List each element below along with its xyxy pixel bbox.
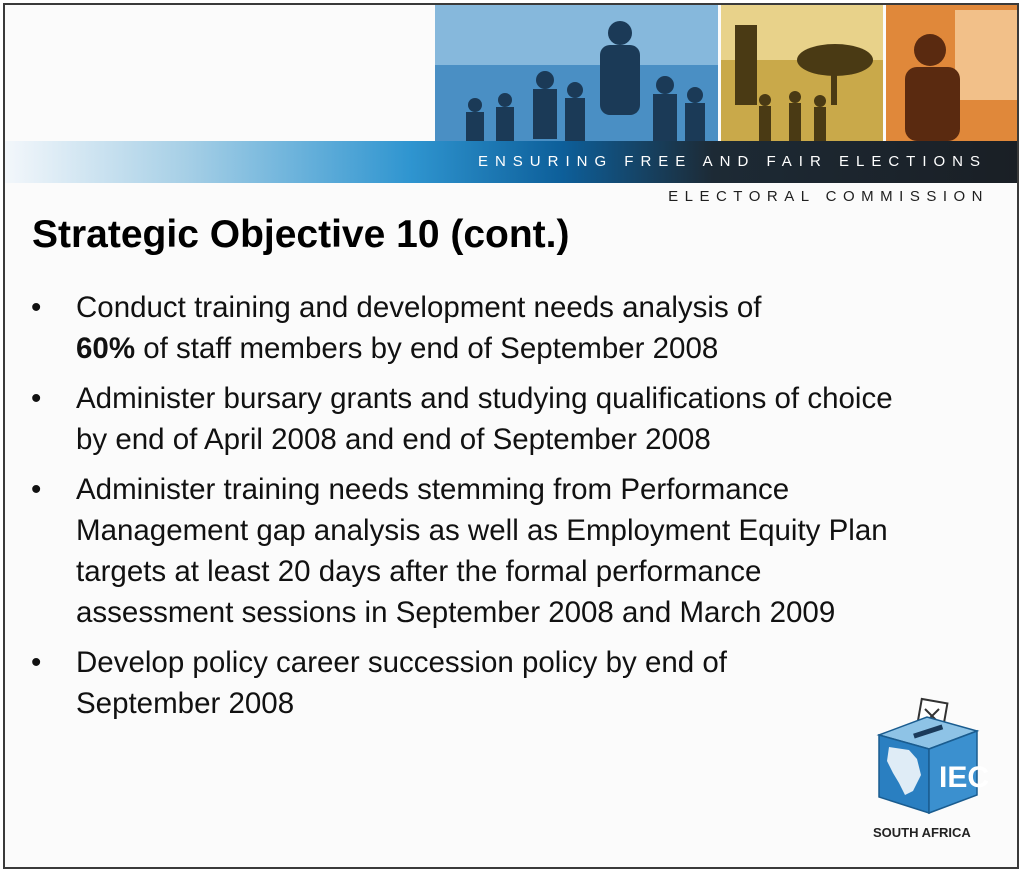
bullet-item — [31, 469, 931, 633]
bullet-item — [31, 642, 931, 724]
bullet-item — [31, 378, 931, 460]
bullet-glyph: • — [31, 646, 42, 679]
slide-title: Strategic Objective 10 (cont.) — [32, 213, 570, 256]
bullet-emphasis: 60% — [76, 332, 136, 365]
bullet-glyph: • — [31, 382, 42, 415]
logo-caption: SOUTH AFRICA — [873, 825, 971, 840]
bullet-glyph: • — [31, 473, 42, 506]
organization-subtitle: ELECTORAL COMMISSION — [668, 188, 989, 205]
bullet-list — [31, 287, 931, 733]
iec-logo — [865, 695, 995, 840]
bullet-text: Conduct training and development needs analysis of — [76, 291, 762, 324]
bullet-text: of staff members by end of September 2008 — [135, 332, 719, 365]
bullet-text: Administer bursary grants and studying qualifications of choice by end of April 2008 and end of September 2008 — [76, 382, 893, 456]
bullet-text: Administer training needs stemming from Performance Management gap analysis as well as Employment Equity Plan targets at least 20 days after the formal performance assessment sessions in September 2008 and March 2009 — [76, 473, 888, 629]
banner-tagline: ENSURING FREE AND FAIR ELECTIONS — [477, 153, 987, 170]
slide — [3, 3, 1019, 869]
logo-letters: IEC — [939, 761, 990, 794]
bullet-glyph: • — [31, 291, 42, 324]
bullet-item — [31, 287, 931, 369]
header-banner — [5, 5, 1017, 185]
banner-photos — [5, 5, 1017, 141]
bullet-text: Develop policy career succession policy by end of September 2008 — [76, 646, 727, 720]
